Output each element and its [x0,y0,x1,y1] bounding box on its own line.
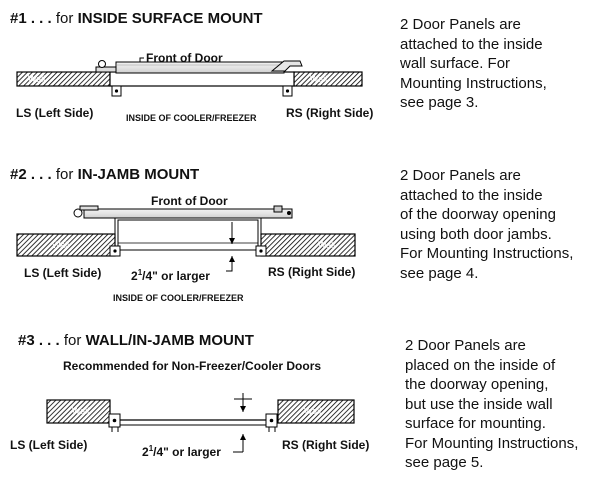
desc-line: 2 Door Panels are [400,16,521,33]
wall-label-right: Wall [318,240,336,250]
desc-line: see page 5. [405,454,484,471]
section-2-right-label: RS (Right Side) [268,265,356,279]
desc-line: but use the inside wall [405,395,553,413]
section-3-description [405,336,578,473]
section-2-number: #2 . . . [10,166,52,183]
wall-label-left: Wall [52,240,70,250]
section-1-inside-label: INSIDE OF COOLER/FREEZER [126,113,257,123]
desc-line: see page 3. [400,94,479,111]
section-2-inside-label: INSIDE OF COOLER/FREEZER [113,293,244,303]
section-2-for: for [55,166,74,183]
section-2-left-label: LS (Left Side) [24,266,102,280]
desc-line: placed on the inside of [405,356,556,374]
section-1-front-label: Front of Door [146,51,223,65]
desc-line: attached to the inside [400,186,543,204]
desc-line: attached to the inside [400,35,543,53]
section-1-number: #1 . . . [10,10,52,27]
wall-label-left: Wall [72,406,90,416]
desc-line: surface for mounting. [405,415,546,432]
wall-label-right: Wall [304,406,322,416]
desc-line: of the doorway opening [400,206,556,223]
section-3-number: #3 . . . [18,332,60,349]
section-3-left-label: LS (Left Side) [10,438,88,452]
section-2-front-label: Front of Door [151,194,228,208]
section-2-size-label: $2^1/4$" or larger [131,268,210,283]
desc-line: 2 Door Panels are [400,167,521,184]
section-1-title: INSIDE SURFACE MOUNT [77,10,263,27]
desc-line: 2 Door Panels are [405,337,526,354]
desc-line: see page 4. [400,264,479,282]
desc-line: For Mounting Instructions, [405,434,579,452]
section-3-title: WALL/IN-JAMB MOUNT [85,332,254,349]
desc-line: For Mounting Instructions, [400,245,574,262]
desc-line: the doorway opening, [405,376,549,393]
wall-label-right: Wall [310,74,328,84]
section-3-recommended: Recommended for Non-Freezer/Cooler Doors [63,359,322,373]
desc-line: using both door jambs. [400,225,552,243]
section-3-size-label: $2^1/4$" or larger [142,444,221,459]
section-3-for: for [63,332,82,349]
desc-line: Mounting Instructions, [400,74,547,92]
section-1-description [400,15,547,113]
section-2-title: IN-JAMB MOUNT [77,166,200,183]
desc-line: wall surface. For [400,55,511,72]
section-1-right-label: RS (Right Side) [286,106,374,120]
wall-label-left: Wall [28,74,46,84]
section-2-description [400,166,573,283]
section-1-for: for [55,10,74,27]
section-1-left-label: LS (Left Side) [16,106,94,120]
section-3-right-label: RS (Right Side) [282,438,370,452]
